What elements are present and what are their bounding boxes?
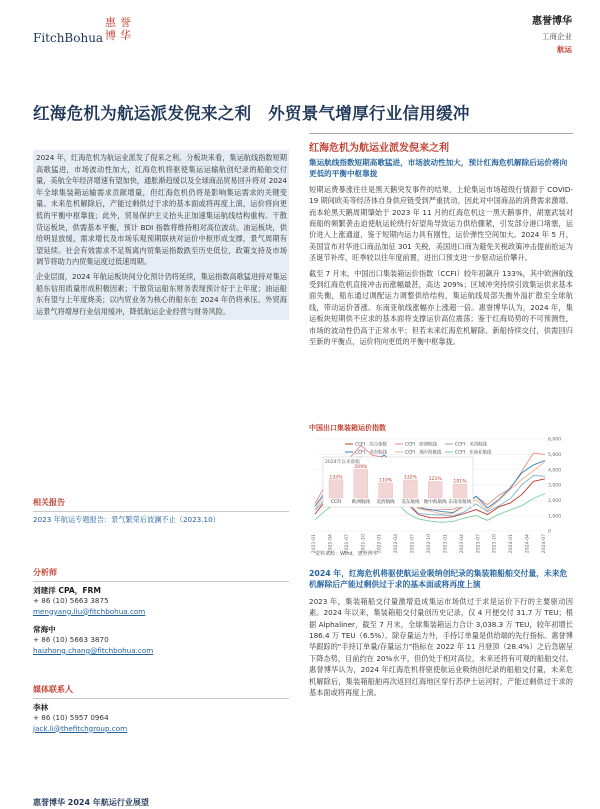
legend-label: CCFI：东南亚航线 bbox=[455, 450, 492, 456]
divider bbox=[33, 511, 289, 512]
related-report-link[interactable]: 2023 年航运专题报告：景气繁荣后波澜不止（2023.10） bbox=[33, 515, 220, 524]
analyst-email[interactable]: mengyang.liu@fitchbohua.com bbox=[33, 606, 146, 616]
related-reports bbox=[33, 497, 289, 525]
inset-bar-value: 101% bbox=[453, 479, 467, 485]
body-paragraph: 短期运费暴涨往往是黑天鹅突发事件的结果，上轮集运市场超级行情源于 COVID-19 期间欧美等经济体自身供应链受到严重扰动，因此对中国商品的消费需求激增。而本轮黑天鹅周期肇始于 2023 年 11 月的红海危机这一黑天鹅事件，胡塞武装对商船的频繁袭击迫使航运轮绕行好望角导致运力供给骤紧，引发部分港口堵塞，运价进入上涨通道，鉴于短期内运力具有刚性，运价弹性空间加大。2024 年 5 月，美国宣布对华进口商品加征 301 关税，美国进口商为避免关税政策冲击提前抢运为圣诞节补库，旺季较以往年度前置，进出口预支进一步驱动运价攀升。 bbox=[309, 184, 573, 263]
section-title: 红海危机为航运业派发倪来之利 bbox=[309, 143, 449, 154]
analysts-title: 分析师 bbox=[33, 568, 57, 577]
inset-title: 2024年以来涨幅 bbox=[325, 460, 360, 465]
divider bbox=[309, 133, 573, 134]
inset-bar-label: 美西航线 bbox=[376, 500, 395, 505]
x-tick-label: 2022-07 bbox=[410, 534, 416, 554]
x-tick-label: 2024-07 bbox=[542, 534, 547, 554]
legend-label: CCFI：地中海航线 bbox=[405, 450, 442, 456]
inset-bar bbox=[453, 484, 467, 498]
summary-box bbox=[33, 150, 289, 320]
y-tick-label: 5,000 bbox=[548, 452, 562, 458]
y-tick-label: 1,000 bbox=[548, 514, 562, 520]
seal-char: 惠 bbox=[105, 16, 116, 29]
analyst-email[interactable]: haizhong.chang@fitchbohua.com bbox=[33, 645, 154, 655]
page-title: 红海危机为航运派发倪来之利 外贸景气增厚行业信用缓冲 bbox=[33, 104, 470, 123]
header-subsector: 航运 bbox=[557, 45, 572, 54]
fitchbohua-logo: FitchBohua bbox=[33, 31, 104, 45]
section-title: 2024 年，红海危机将驱使航运业吸纳创纪录的集装箱船舶交付量，未来危机解除后产能过剩供过于求的基本面或将再度上演 bbox=[309, 569, 568, 590]
summary-paragraph: 企业层面，2024 年航运板块间分化预计仍将延续，集运指数高歌猛进持对集运船东信用质量形成积极因素；干散货运船东财务表现预计好于上年度；油运船东有望与上年度烧美；以内贸业务为核心的船东在 2024 年仍将承压。外贸海运景气将增厚行业信用缓冲，降低航运企业经营与财务风险。 bbox=[36, 271, 287, 316]
y-tick-label: 0 bbox=[548, 529, 551, 535]
seal-char: 誉 bbox=[120, 16, 131, 29]
analyst-phone: + 86 (10) 5663 3875 bbox=[33, 596, 109, 605]
x-tick-label: 2021-01 bbox=[312, 534, 317, 554]
inset-bar bbox=[428, 482, 442, 499]
legend-label: CCFI：欧洲航线 bbox=[405, 442, 437, 448]
logo-seal bbox=[101, 16, 135, 50]
section-lead: 集运航线指数短期高歌猛进，市场波动性加大，预计红海危机解除后运价将向更低的平衡中枢靠拢 bbox=[309, 158, 568, 179]
body-paragraph: 截至 7 月末，中国出口集装箱运价指数（CCFI）较年初飙升 133%，其中欧洲航线受到红海危机直接冲击而涨幅最甚，高达 209%；区域冲突持续引致集运供求基本面失衡，船东通过调配运力调整供给结构，集运航线局部失衡外溢扩散至全球航线，带动运价普涨。东南亚航线涨幅亦上涨超一倍。惠誉博华认为，2024 年，集运板块短期供不应求的基本面将支撑运价高位震荡；鉴于红海局势的不可预测性，市场的波动性仍高于正常水平；但若未来红海危机解除、新船持续交付，供需回归至新的平衡点，运价将向更低的平衡中枢靠拢。 bbox=[309, 268, 573, 347]
analyst-name: 刘建洋 CPA，FRM bbox=[33, 586, 101, 595]
y-tick-label: 4,000 bbox=[548, 468, 562, 474]
inset-bar-value: 121% bbox=[428, 477, 442, 482]
x-tick-label: 2023-10 bbox=[492, 534, 498, 554]
x-tick-label: 2021-10 bbox=[361, 534, 367, 554]
inset-bar-label: 地中海航线 bbox=[423, 500, 447, 505]
inset-bar-value: 110% bbox=[379, 478, 393, 484]
media-title: 媒体联系人 bbox=[33, 685, 73, 694]
media-phone: + 86 (10) 5957 0964 bbox=[33, 713, 109, 722]
x-tick-label: 2021-04 bbox=[328, 534, 334, 554]
analyst-name: 常海中 bbox=[33, 625, 56, 635]
inset-bar-label: 美东航线 bbox=[401, 500, 420, 505]
body-paragraph: 2023 年，集装箱船交付量激增造成集运市场供过于求是运价下行的主要驱动因素。2024 年以来，集装箱船交付量创历史记录，仅 4 月便交付 31.7 万 TEU；根据 Alphaliner，截至 7 月末，全球集装箱运力合计 3,038.3 万 TEU，较年初增长 186.4 万 TEU（6.5%）。除存量运力外，手持订单量是供给端的先行指标。惠誉博华跟踪的"手持订单量/存量运力"指标在 2022 年 11 月登顶（28.4%）之后急剧呈下降态势，目前约在 20%水平，但仍处于相对高位，未来还将有可观的船舶交付。惠誉博华认为，2024 年红海危机将驱使航运业吸纳创纪录的船舶交付量，未来危机解除后，集装箱船舶再次返回红海地区穿行苏伊士运河时，产能过剩供过于求的基本面或将再度上演。 bbox=[309, 596, 573, 698]
analyst-phone: + 86 (10) 5663 3870 bbox=[33, 635, 109, 645]
inset-bar bbox=[379, 483, 393, 498]
footer-text: 惠誉博华 2024 年航运行业展望 bbox=[33, 798, 149, 807]
inset-bar bbox=[403, 480, 417, 498]
divider bbox=[33, 698, 289, 699]
seal-char: 博 bbox=[105, 29, 116, 42]
footer bbox=[33, 790, 573, 807]
summary-column bbox=[33, 150, 289, 320]
x-tick-label: 2022-04 bbox=[394, 534, 400, 554]
x-tick-label: 2021-07 bbox=[344, 534, 350, 554]
related-title: 相关报告 bbox=[33, 498, 65, 507]
page-header bbox=[0, 0, 600, 66]
divider bbox=[33, 581, 289, 582]
inset-bar-value: 209% bbox=[354, 465, 368, 470]
legend-label: CCFI：美东航线 bbox=[355, 450, 387, 456]
chart-canvas bbox=[309, 433, 573, 557]
inset-bar-value: 133% bbox=[329, 475, 343, 481]
header-meta bbox=[532, 12, 572, 55]
inset-bar-label: 东南亚航线 bbox=[448, 500, 472, 505]
y-tick-label: 3,000 bbox=[548, 483, 562, 489]
section-deliveries bbox=[309, 565, 573, 698]
media-contacts bbox=[33, 684, 289, 734]
analysts bbox=[33, 567, 289, 656]
header-brand: 惠誉博华 bbox=[532, 16, 572, 27]
media-name: 李林 bbox=[33, 703, 49, 712]
y-tick-label: 6,000 bbox=[548, 437, 562, 443]
x-tick-label: 2024-01 bbox=[509, 534, 515, 554]
x-tick-label: 2023-07 bbox=[476, 534, 482, 554]
header-sector: 工商企业 bbox=[542, 32, 572, 41]
legend-label: CCFI：美西航线 bbox=[455, 442, 487, 448]
media-email[interactable]: jack.li@thefitchgroup.com bbox=[33, 723, 128, 733]
summary-paragraph: 2024 年，红海危机为航运业派发了倪来之利。分板块来看，集运航线指数短期高歌猛进，市场波动性加大，红海危机将驱使集运运输航创纪录的船舶交付量，美航全年经济增速有望加快，通胀渐趋缓以及全球商品贸易回升将对 2024 年全球集装箱运输需求贡献增量，但红海危机仍将是影响集运需求的关键变量。未来危机解除后，产能过剩供过于求的基本面或将再度上演，运价将向更低的平衡中枢靠拢；此外，贸易保护主义抬头正加速集运航线结构重构。干散货运板块，供需基本平衡，预计 BDI 指数将维持相对高位波动。油运板块，供给明显放缓，需求增长及市场乐观预期联袂对运价中枢形成支撑，景气周期有望延续。社会有效需求不足叛离内贸集运指数跌至历史低位，政策支持及市场调节将助力内贸集运度过低速周期。 bbox=[36, 153, 287, 267]
inset-bar-label: 欧洲航线 bbox=[351, 500, 370, 505]
ccfi-chart bbox=[309, 423, 573, 557]
x-tick-label: 2023-04 bbox=[459, 534, 465, 554]
x-tick-label: 2022-01 bbox=[377, 534, 383, 554]
inset-bar bbox=[354, 470, 368, 499]
chart-source: 资料来源：Wind，惠誉博华 bbox=[315, 551, 378, 557]
seal-char: 华 bbox=[120, 29, 131, 42]
legend-label: CCFI：综合指数 bbox=[355, 442, 387, 448]
x-tick-label: 2022-10 bbox=[427, 534, 432, 554]
section-red-sea bbox=[309, 139, 573, 348]
chart-title: 中国出口集装箱运价指数 bbox=[309, 424, 386, 432]
inset-bar bbox=[329, 480, 343, 498]
inset-bar-value: 132% bbox=[403, 475, 417, 481]
x-tick-label: 2024-04 bbox=[525, 534, 531, 554]
inset-bar-label: CCFI bbox=[330, 500, 342, 505]
x-tick-label: 2023-01 bbox=[443, 534, 449, 554]
y-tick-label: 2,000 bbox=[548, 498, 562, 504]
